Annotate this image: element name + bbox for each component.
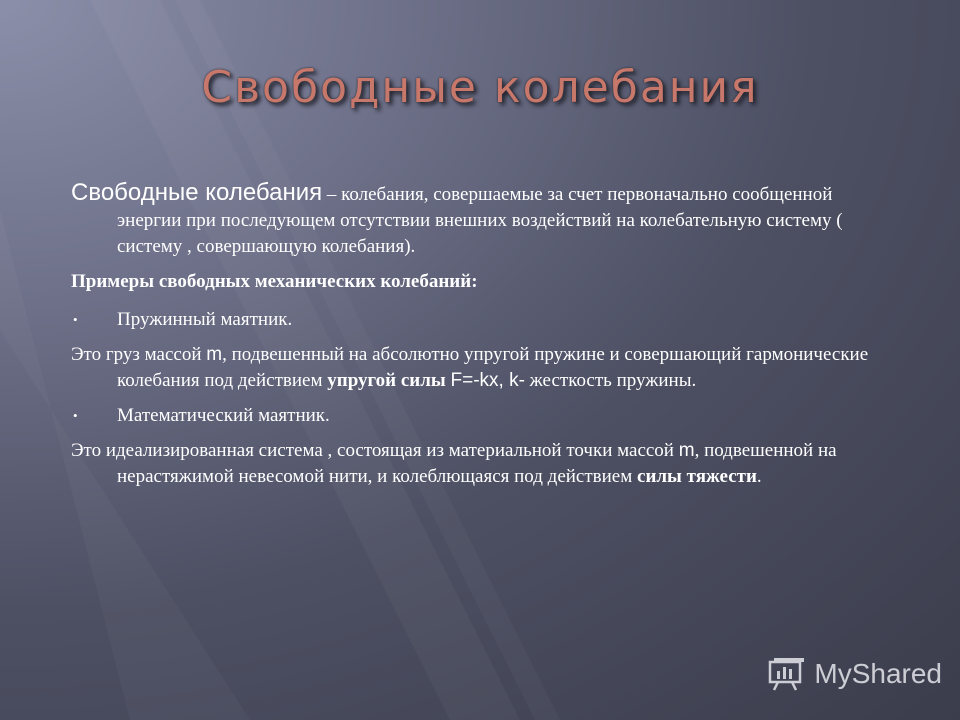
bullet-icon: • xyxy=(73,312,78,327)
slide-title: Свободные колебания xyxy=(201,62,759,113)
list-item-spring-pendulum xyxy=(71,307,891,333)
bullet-icon: • xyxy=(73,408,78,423)
spring-formula: F=-kx, k- xyxy=(450,370,525,391)
examples-heading: Примеры свободных механических колебаний: xyxy=(71,271,478,292)
spring-text-2: , подвешенный на абсолютно упругой пружине и совершающий гармонические колебания под действием xyxy=(117,344,869,391)
spring-mass-symbol: m xyxy=(206,344,223,365)
definition-text: – колебания, совершаемые за счет первоначально сообщенной энергии при последующем отсутствии внешних воздействий на колебательную систему ( систему , совершающую колебания). xyxy=(117,184,843,257)
math-gravity-force: силы тяжести xyxy=(637,466,757,487)
math-description xyxy=(71,438,891,490)
math-text-1: Это идеализированная система , состоящая из материальной точки массой xyxy=(71,440,679,461)
spring-description xyxy=(71,342,891,394)
watermark-text: MyShared xyxy=(814,658,942,689)
math-mass-symbol: m xyxy=(678,440,695,461)
math-text-2: , подвешенной на нерастяжимой невесомой нити, и колеблющаяся под действием xyxy=(117,440,837,487)
math-text-3: . xyxy=(756,466,762,487)
definition-term: Свободные колебания xyxy=(71,179,323,206)
spring-elastic-force: упругой силы xyxy=(327,370,446,391)
watermark xyxy=(768,656,942,692)
definition-paragraph xyxy=(71,180,891,260)
list-item-math-pendulum xyxy=(71,403,891,429)
slide-body xyxy=(71,180,891,499)
math-pendulum-label: Математический маятник. xyxy=(117,405,330,426)
presentation-board-icon xyxy=(768,656,808,692)
spring-pendulum-label: Пружинный маятник. xyxy=(117,309,293,330)
spring-text-4: жесткость пружины. xyxy=(524,370,697,391)
spring-text-1: Это груз массой xyxy=(71,344,207,365)
